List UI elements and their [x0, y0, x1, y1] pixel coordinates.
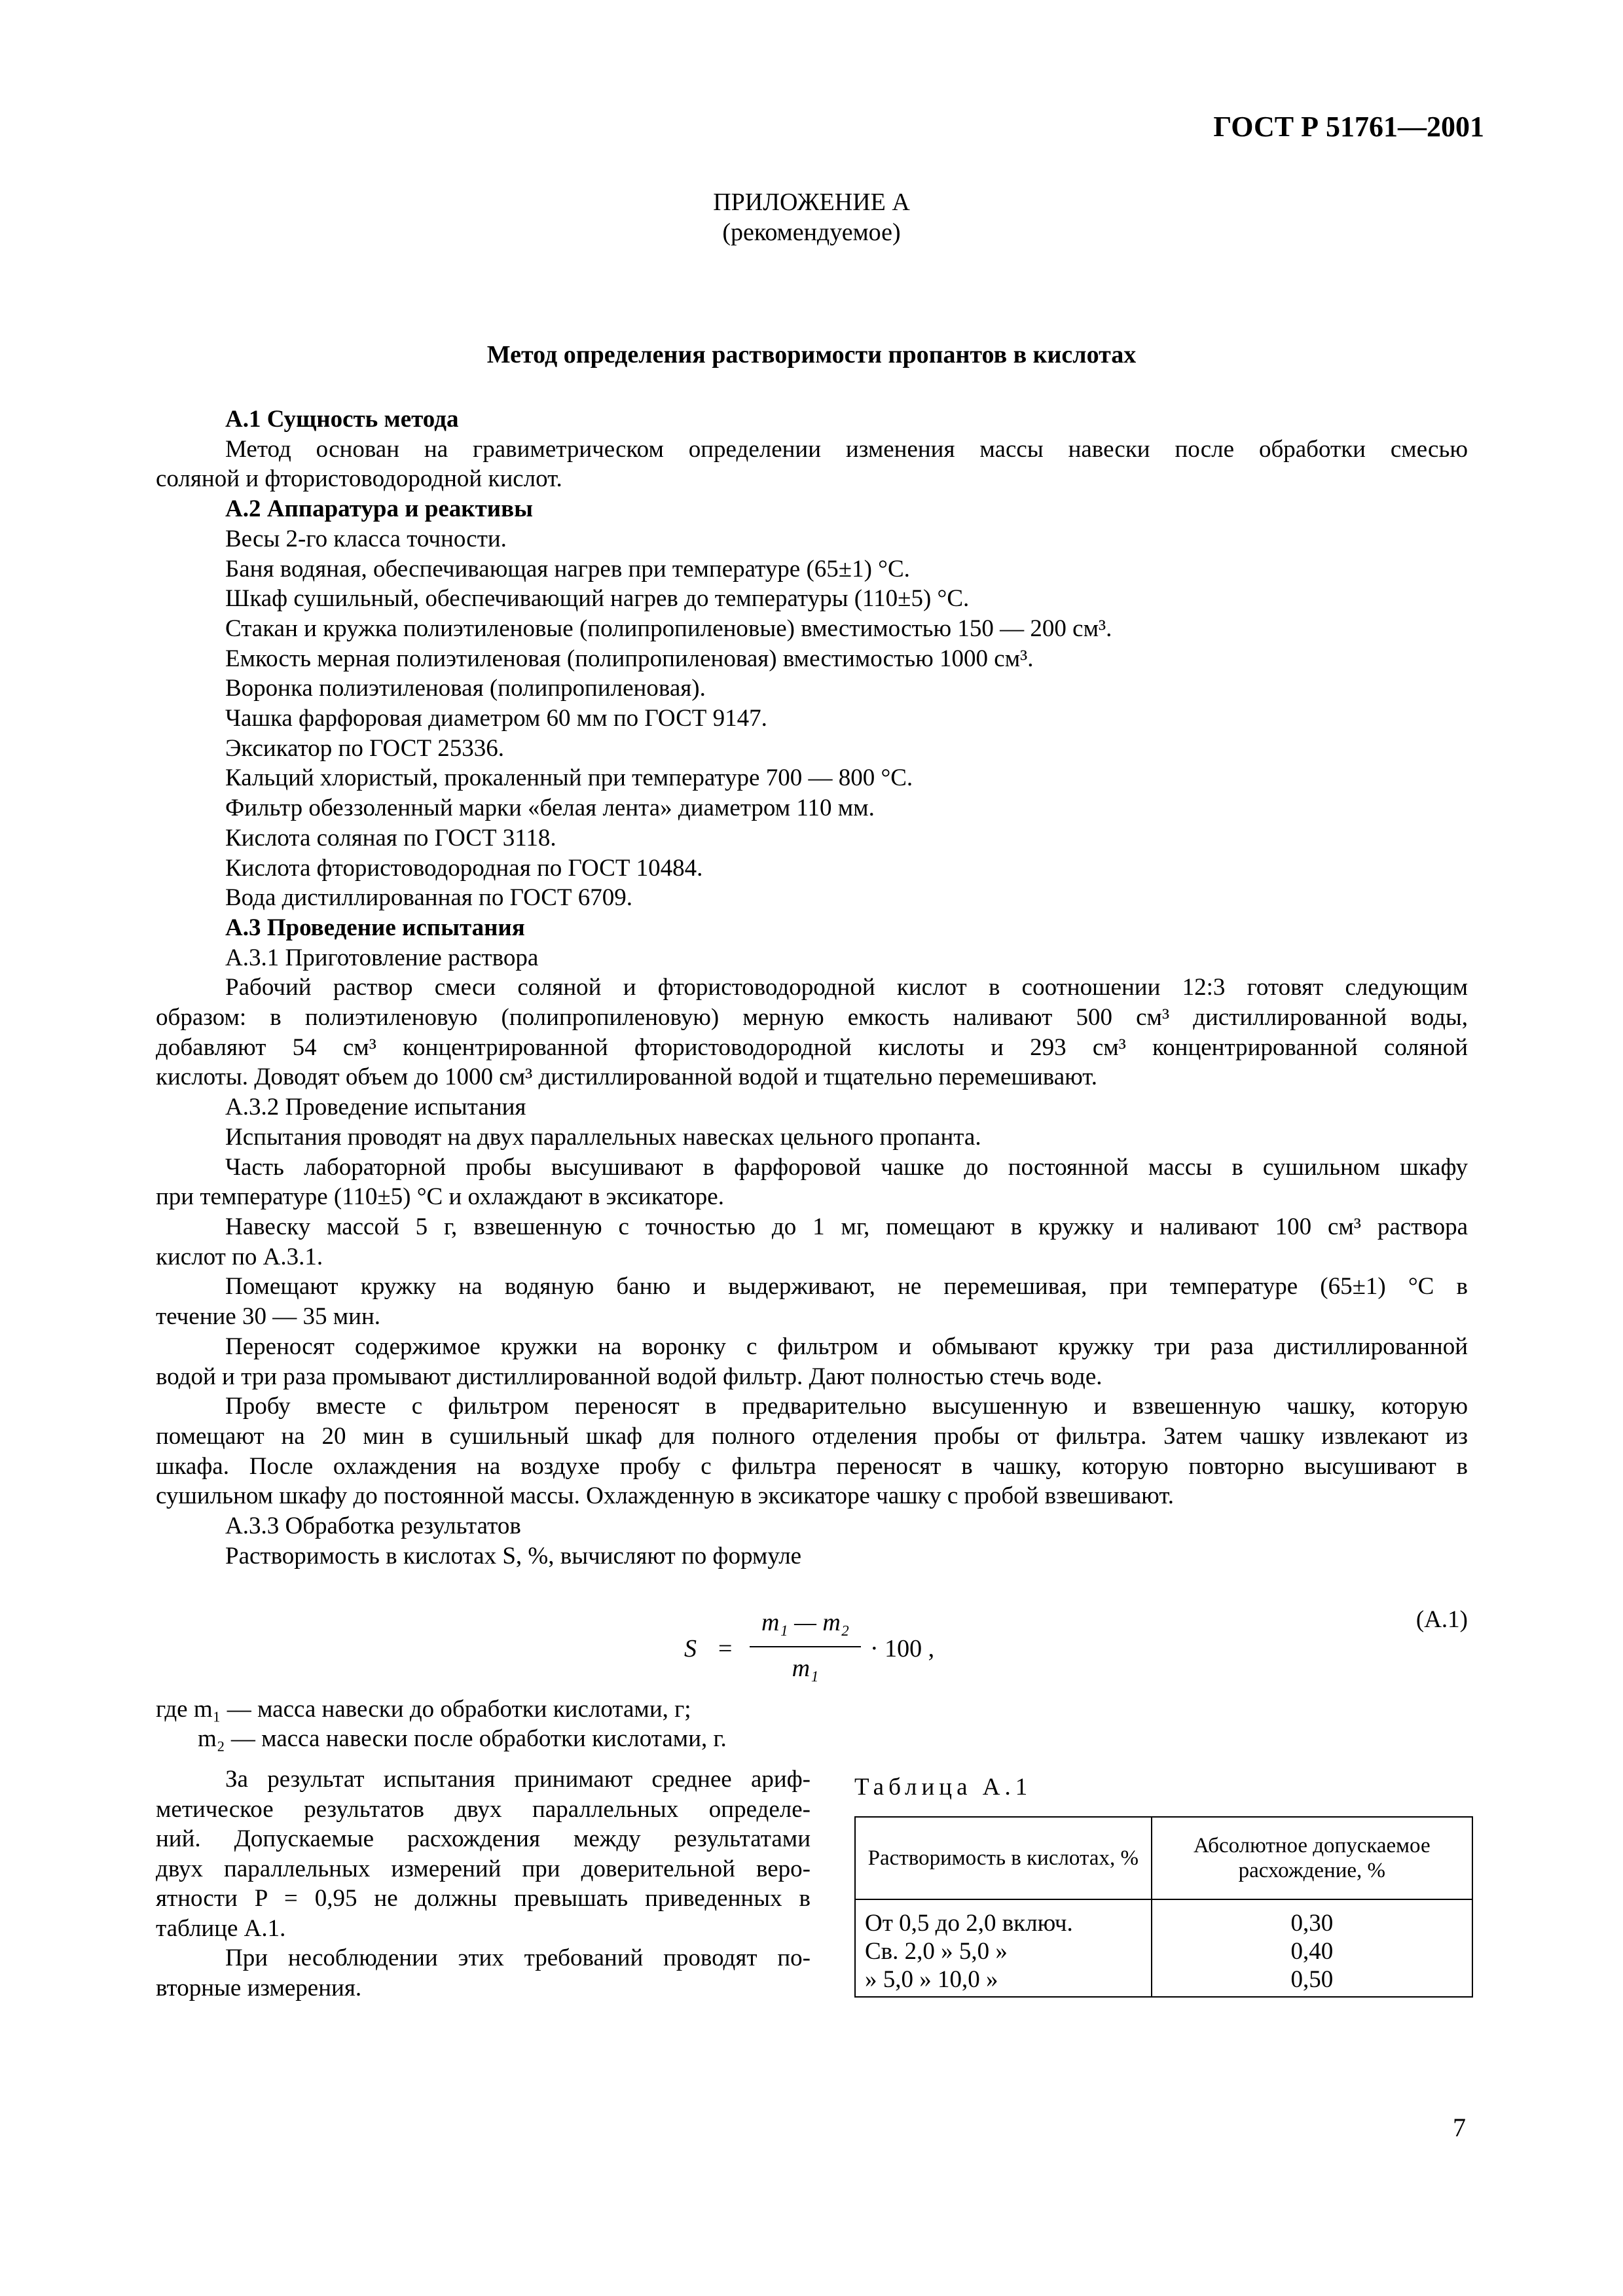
standard-number: ГОСТ Р 51761—2001 [1213, 111, 1484, 143]
equipment-item: Чашка фарфоровая диаметром 60 мм по ГОСТ 9147. [225, 705, 767, 732]
formula-numerator: m₁ — m₂ [761, 1609, 850, 1636]
equipment-item: Шкаф сушильный, обеспечивающий нагрев до температуры (110±5) °С. [225, 585, 970, 613]
test-text-line: Переносят содержимое кружки на воронку с фильтром и обмывают кружку три раза дистиллированной [225, 1333, 1468, 1360]
formula-a1 [684, 1607, 959, 1685]
table-row [855, 1937, 1472, 1965]
section-a3-heading: А.3 Проведение испытания [225, 914, 525, 941]
formula-equals: = [718, 1635, 733, 1662]
solution-text-line: образом: в полиэтиленовую (полипропиленовую) мерную емкость наливают 500 см³ дистиллированной воды, [156, 1004, 1468, 1031]
test-text-line: кислот по А.3.1. [156, 1243, 323, 1270]
fraction-bar [750, 1646, 861, 1647]
equipment-item: Воронка полиэтиленовая (полипропиленовая). [225, 675, 706, 702]
subsection-a33-heading: А.3.3 Обработка результатов [225, 1513, 521, 1540]
table-cell: 0,30 [1152, 1899, 1472, 1937]
closing-line: таблице А.1. [156, 1914, 286, 1942]
equipment-item: Стакан и кружка полиэтиленовые (полипропиленовые) вместимостью 150 — 200 см³. [225, 615, 1112, 642]
legend-line-m1: где m₁ — масса навески до обработки кислотами, г; [156, 1696, 691, 1723]
equipment-item: Эксикатор по ГОСТ 25336. [225, 734, 504, 762]
equation-number: (А.1) [1415, 1606, 1468, 1633]
page-number: 7 [1453, 2113, 1466, 2142]
equipment-item: Кислота фтористоводородная по ГОСТ 10484. [225, 854, 703, 882]
test-text-line: Навеску массой 5 г, взвешенную с точностью до 1 мг, помещают в кружку и наливают 100 см³ раствора [225, 1213, 1468, 1240]
method-title: Метод определения растворимости пропантов в кислотах [486, 341, 1137, 368]
closing-line: За результат испытания принимают среднее ариф- [225, 1766, 811, 1793]
test-text-line: шкафа. После охлаждения на воздухе пробу с фильтра переносят в чашку, которую повторно высушивают в [156, 1452, 1468, 1480]
table-cell: 0,50 [1152, 1965, 1472, 1997]
table-row [855, 1899, 1472, 1937]
solution-text-line: Рабочий раствор смеси соляной и фтористоводородной кислот в соотношении 12:3 готовят следующим [225, 974, 1468, 1001]
closing-text [156, 1765, 811, 2003]
equipment-item: Емкость мерная полиэтиленовая (полипропиленовая) вместимостью 1000 см³. [225, 645, 1034, 672]
formula-denominator: m₁ [792, 1655, 819, 1682]
table-row [855, 1965, 1472, 1997]
appendix-title: ПРИЛОЖЕНИЕ А [713, 188, 910, 216]
solution-text-line: кислоты. Доводят объем до 1000 см³ дистиллированной водой и тщательно перемешивают. [156, 1064, 1097, 1091]
main-text [156, 404, 1468, 1571]
equipment-item: Баня водяная, обеспечивающая нагрев при температуре (65±1) °С. [225, 555, 910, 583]
table-header-tolerance: Абсолютное допускаемое расхождение, % [1152, 1817, 1472, 1899]
equipment-item: Фильтр обеззоленный марки «белая лента» диаметром 110 мм. [225, 795, 875, 822]
test-text-line: течение 30 — 35 мин. [156, 1303, 380, 1331]
table-header-solubility: Растворимость в кислотах, % [855, 1817, 1152, 1899]
table-cell: Св. 2,0 » 5,0 » [855, 1937, 1152, 1965]
subsection-a31-heading: А.3.1 Приготовление раствора [225, 944, 539, 971]
closing-line: При несоблюдении этих требований проводят по- [225, 1945, 811, 1971]
closing-line: метическое результатов двух параллельных определе- [156, 1795, 811, 1823]
closing-line: вторные измерения. [156, 1974, 362, 2001]
test-text-line: Часть лабораторной пробы высушивают в фарфоровой чашке до постоянной массы в сушильном шкафу [225, 1153, 1468, 1181]
formula-intro: Растворимость в кислотах S, %, вычисляют по формуле [225, 1542, 802, 1570]
table-cell: 0,40 [1152, 1937, 1472, 1965]
test-text-line: Пробу вместе с фильтром переносят в предварительно высушенную и взвешенную чашку, которую [225, 1393, 1468, 1420]
section-a1-text-line1: Метод основан на гравиметрическом определении изменения массы навески после обработки смесью [225, 435, 1468, 463]
equipment-item: Кальций хлористый, прокаленный при температуре 700 — 800 °С. [225, 764, 913, 792]
table-header-row [855, 1817, 1472, 1899]
appendix-subtitle: (рекомендуемое) [722, 219, 901, 246]
closing-line: ний. Допускаемые расхождения между результатами [156, 1825, 811, 1852]
section-a2-heading: А.2 Аппаратура и реактивы [225, 495, 533, 523]
section-a1-text-line2: соляной и фтористоводородной кислот. [156, 465, 562, 493]
test-text-line: помещают на 20 мин в сушильный шкаф для полного отделения пробы от фильтра. Затем чашку извлекают из [156, 1422, 1468, 1450]
closing-line: двух параллельных измерений при доверительной веро- [156, 1855, 811, 1882]
formula-legend [156, 1695, 727, 1753]
test-paragraph: Испытания проводят на двух параллельных навесках цельного пропанта. [225, 1123, 981, 1151]
solution-text-line: добавляют 54 см³ концентрированной фтористоводородной кислоты и 293 см³ концентрированной соляной [156, 1033, 1468, 1061]
table-caption: Таблица А.1 [854, 1774, 1032, 1801]
formula-lhs: S [684, 1635, 697, 1662]
formula-multiplier: · 100 , [870, 1635, 935, 1662]
table-cell: » 5,0 » 10,0 » [855, 1965, 1152, 1997]
section-a1-heading: А.1 Сущность метода [225, 406, 459, 433]
closing-line: ятности P = 0,95 не должны превышать приведенных в [156, 1885, 811, 1912]
tolerance-table [854, 1816, 1473, 1998]
legend-line-m2: m₂ — масса навески после обработки кислотами, г. [198, 1725, 727, 1752]
subsection-a32-heading: А.3.2 Проведение испытания [225, 1094, 526, 1121]
equipment-item: Вода дистиллированная по ГОСТ 6709. [225, 884, 633, 912]
test-text-line: Помещают кружку на водяную баню и выдерживают, не перемешивая, при температуре (65±1) °С в [225, 1273, 1468, 1300]
test-text-line: при температуре (110±5) °С и охлаждают в эксикаторе. [156, 1183, 724, 1211]
test-text-line: сушильном шкафу до постоянной массы. Охлажденную в эксикаторе чашку с пробой взвешивают. [156, 1482, 1174, 1510]
table-cell: От 0,5 до 2,0 включ. [855, 1899, 1152, 1937]
equipment-item: Кислота соляная по ГОСТ 3118. [225, 824, 556, 852]
test-text-line: водой и три раза промывают дистиллированной водой фильтр. Дают полностью стечь воде. [156, 1363, 1103, 1390]
equipment-item: Весы 2-го класса точности. [225, 525, 507, 552]
